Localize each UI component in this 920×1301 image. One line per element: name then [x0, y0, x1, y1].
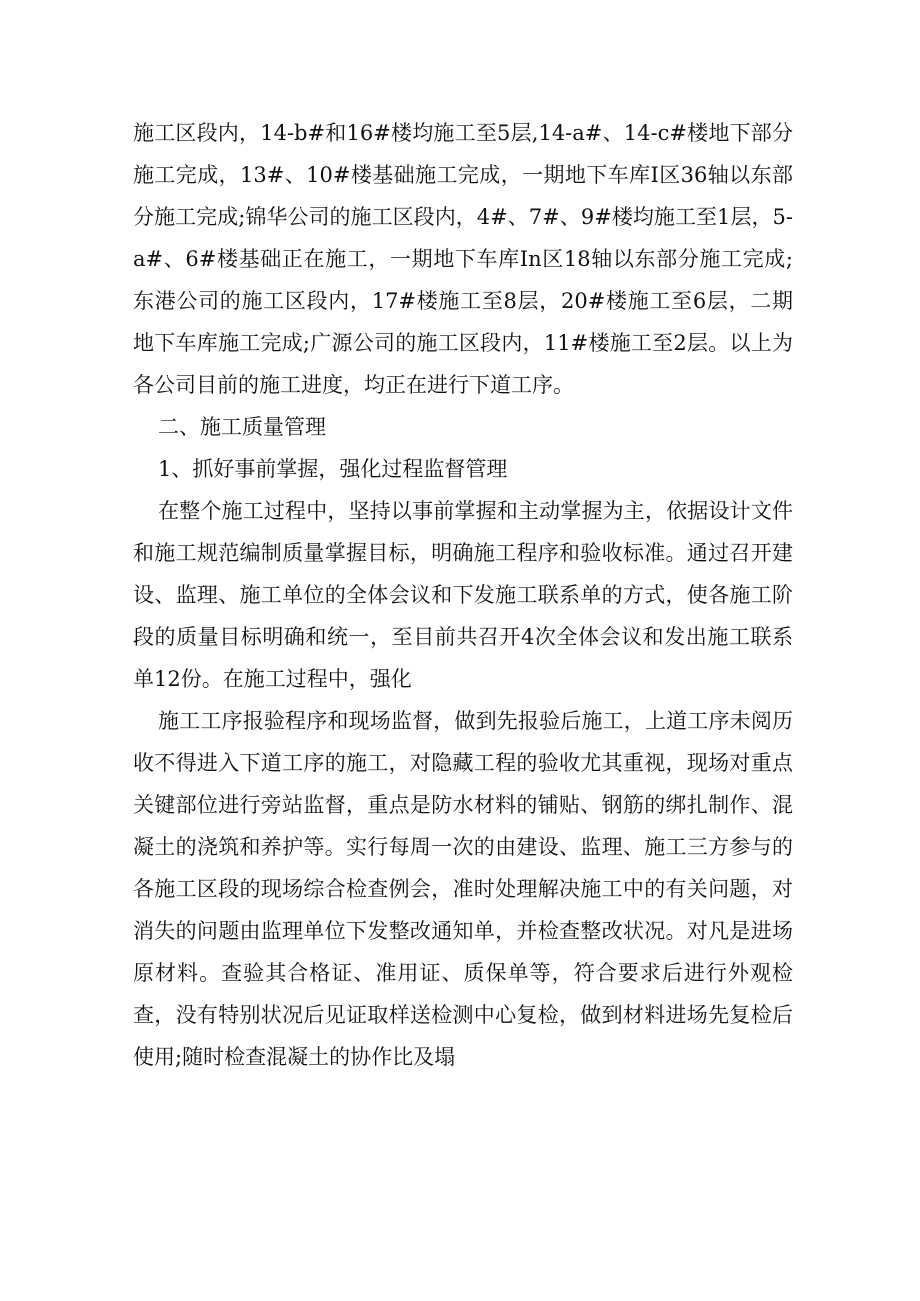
subsection-heading-prior-control: 1、抓好事前掌握，强化过程监督管理 — [158, 457, 508, 481]
paragraph-inspection-procedure: 施工工序报验程序和现场监督，做到先报验后施工，上道工序未阅历收不得进入下道工序的施工，对隐藏工程的验收尤其重视，现场对重点关键部位进行旁站监督，重点是防水材料的铺贴、钢筋的绑扎制作、混凝土的浇筑和养护等。实行每周一次的由建设、监理、施工三方参与的各施工区段的现场综合检查例会，准时处理解决施工中的有关问题，对消失的问题由监理单位下发整改通知单，并检查整改状况。对凡是进场原材料。查验其合格证、准用证、质保单等，符合要求后进行外观检查，没有特别状况后见证取样送检测中心复检，做到材料进场先复检后使用;随时检查混凝土的协作比及塌 — [133, 709, 793, 1069]
section-heading-quality-management: 二、施工质量管理 — [158, 415, 326, 439]
paragraph-process-control: 在整个施工过程中，坚持以事前掌握和主动掌握为主，依据设计文件和施工规范编制质量掌握目标，明确施工程序和验收标准。通过召开建设、监理、施工单位的全体会议和下发施工联系单的方式，使各施工阶段的质量目标明确和统一，至目前共召开4次全体会议和发出施工联系单12份。在施工过程中，强化 — [133, 499, 793, 691]
document-body — [133, 112, 793, 1078]
paragraph-construction-progress: 施工区段内，14-b#和16#楼均施工至5层,14-a#、14-c#楼地下部分施工完成，13#、10#楼基础施工完成，一期地下车库Ⅰ区36轴以东部分施工完成;锦华公司的施工区段内，4#、7#、9#楼均施工至1层，5-a#、6#楼基础正在施工，一期地下车库In区18轴以东部分施工完成;东港公司的施工区段内，17#楼施工至8层，20#楼施工至6层，二期地下车库施工完成;广源公司的施工区段内，11#楼施工至2层。以上为各公司目前的施工进度，均正在进行下道工序。 — [133, 121, 793, 397]
